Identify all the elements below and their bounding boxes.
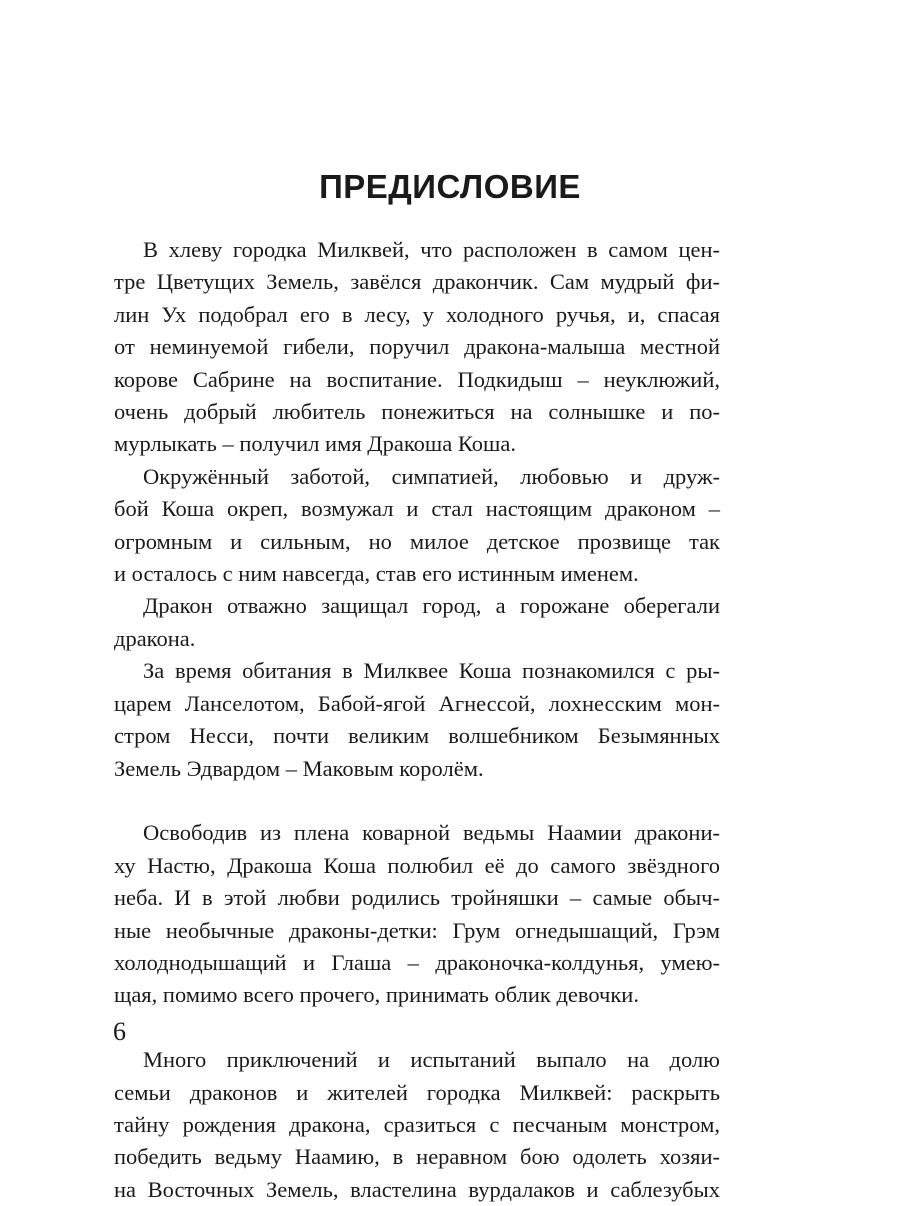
text-line: щая, помимо всего прочего, принимать облик девочки. xyxy=(114,982,639,1008)
text-line: на Восточных Земель, властелина вурдалаков и саблезубых xyxy=(114,1176,720,1202)
paragraph xyxy=(114,1044,720,1206)
paragraph-gap xyxy=(114,785,720,817)
text-line: стром Несси, почти великим волшебником Безымянных xyxy=(114,723,720,749)
text-line: Окружённый заботой, симпатией, любовью и друж- xyxy=(143,463,720,489)
text-line: холоднодышащий и Глаша – драконочка-колдунья, умею- xyxy=(114,949,720,975)
chapter-title: ПРЕДИСЛОВИЕ xyxy=(319,168,581,205)
page-number: 6 xyxy=(113,1017,126,1046)
text-line: семьи драконов и жителей городка Милквей: раскрыть xyxy=(114,1079,720,1105)
text-line: и осталось с ним навсегда, став его истинным именем. xyxy=(114,561,639,587)
paragraph xyxy=(114,817,720,1011)
text-line: корове Сабрине на воспитание. Подкидыш – неуклюжий, xyxy=(114,366,720,392)
text-line: от неминуемой гибели, поручил дракона-малыша местной xyxy=(114,334,720,360)
text-line: дракона. xyxy=(114,625,196,651)
text-line: В хлеву городка Милквей, что расположен в самом цен- xyxy=(143,237,720,262)
text-line: тре Цветущих Земель, завёлся дракончик. Сам мудрый фи- xyxy=(114,269,720,295)
text-line: неба. И в этой любви родились тройняшки – самые обыч- xyxy=(114,885,720,911)
text-line: огромным и сильным, но милое детское прозвище так xyxy=(114,528,720,554)
text-line: Много приключений и испытаний выпало на долю xyxy=(143,1047,720,1073)
text-line: ху Настю, Дракоша Коша полюбил её до самого звёздного xyxy=(114,852,720,878)
text-line: лин Ух подобрал его в лесу, у холодного ручья, и, спасая xyxy=(114,301,720,327)
text-line: царем Ланселотом, Бабой-ягой Агнессой, лохнесским мон- xyxy=(114,690,720,716)
text-line: Дракон отважно защищал город, а горожане оберегали xyxy=(143,593,720,619)
paragraph xyxy=(114,461,720,591)
text-line: Земель Эдвардом – Маковым королём. xyxy=(114,755,484,781)
paragraph xyxy=(114,234,720,461)
text-line: За время обитания в Милквее Коша познакомился с ры- xyxy=(143,658,720,684)
text-line: ные необычные драконы-детки: Грум огнедышащий, Грэм xyxy=(114,917,720,943)
text-line: тайну рождения дракона, сразиться с песчаным монстром, xyxy=(114,1111,720,1137)
body-text xyxy=(114,234,720,1206)
paragraph-gap xyxy=(114,1012,720,1044)
text-line: очень добрый любитель понежиться на солнышке и по- xyxy=(114,399,720,425)
text-line: бой Коша окреп, возмужал и стал настоящим драконом – xyxy=(114,496,720,522)
text-line: Освободив из плена коварной ведьмы Наамии дракони- xyxy=(143,820,720,846)
paragraph xyxy=(114,655,720,785)
text-line: мурлыкать – получил имя Дракоша Коша. xyxy=(114,431,516,457)
paragraph xyxy=(114,590,720,655)
text-line: победить ведьму Наамию, в неравном бою одолеть хозяи- xyxy=(114,1144,720,1170)
